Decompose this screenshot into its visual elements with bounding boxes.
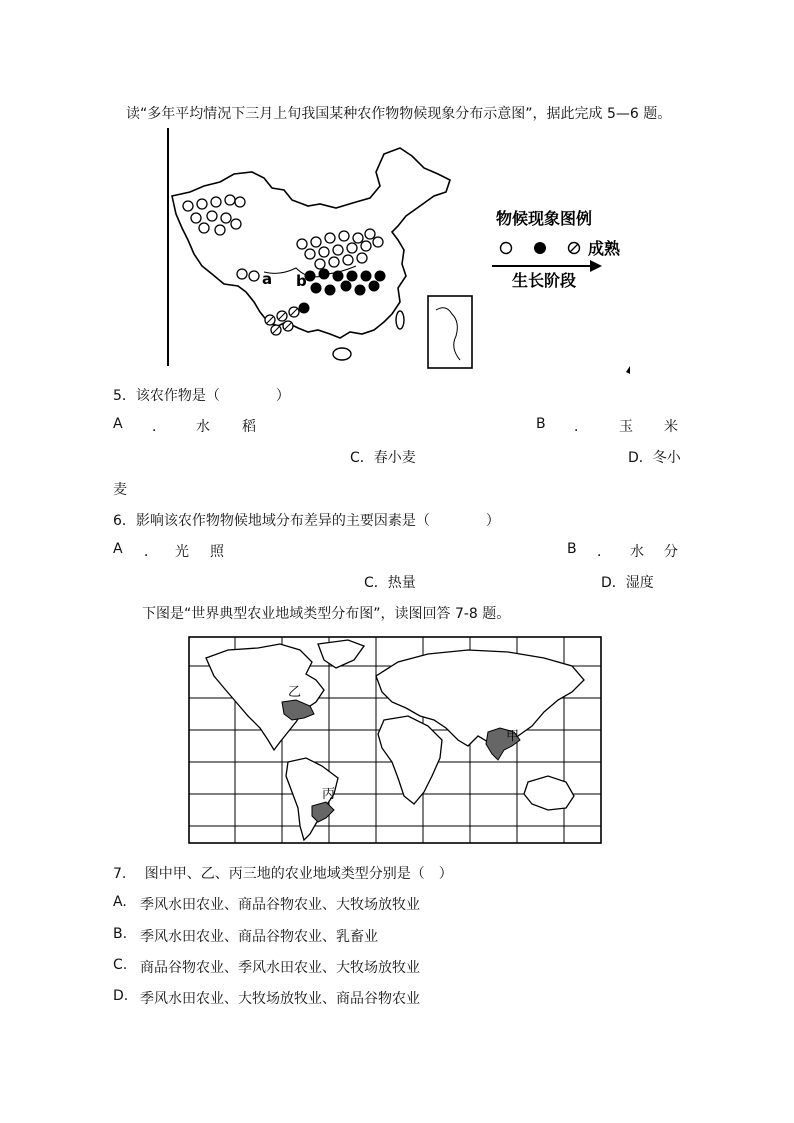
hainan-island — [333, 348, 351, 360]
question-5-option-c: C．春小麦 — [350, 450, 416, 466]
legend-open-circle — [501, 243, 512, 254]
question-5-option-b-char-1: 玉 — [619, 419, 633, 435]
question-7-stem: 7. 图中甲、乙、丙三地的农业地域类型分别是（ ） — [113, 866, 453, 882]
question-7-option-d-text: 季风水田农业、大牧场放牧业、商品谷物农业 — [140, 991, 420, 1007]
intro-text-2: 下图是“世界典型农业地域类型分布图”，读图回答 7-8 题。 — [142, 606, 511, 622]
question-6-option-a-dot: ． — [144, 544, 158, 560]
question-7-option-d-letter: D. — [113, 988, 129, 1004]
question-6-option-b-char-2: 分 — [664, 544, 678, 560]
label-bing: 丙 — [322, 787, 336, 802]
question-6-option-a-char-1: 光 — [175, 544, 189, 560]
question-6-option-c: C．热量 — [364, 575, 416, 591]
question-5-option-d-line2: 麦 — [113, 482, 127, 498]
legend-filled-circle — [534, 242, 546, 254]
question-5-option-b-letter: B — [536, 416, 546, 432]
question-5-stem: 5．该农作物是（ ） — [113, 388, 290, 404]
intro-text-1: 读“多年平均情况下三月上旬我国某种农作物物候现象分布示意图”，据此完成 5—6 题。 — [126, 106, 672, 122]
south-china-sea-inset — [428, 296, 472, 368]
label-yi: 乙 — [288, 685, 302, 700]
world-agriculture-map — [188, 636, 602, 844]
question-6-option-b-dot: ． — [597, 544, 611, 560]
question-6-option-a-letter: A — [113, 541, 123, 557]
map-label-a: a — [262, 270, 273, 288]
question-7-option-b-text: 季风水田农业、商品谷物农业、乳畜业 — [140, 929, 378, 945]
question-5-option-a-char-2: 稻 — [242, 419, 256, 435]
label-jia: 甲 — [506, 729, 520, 744]
taiwan-island — [396, 311, 404, 329]
china-phenology-map — [160, 126, 640, 376]
question-5-option-a-char-1: 水 — [196, 419, 210, 435]
question-7-option-c-letter: C. — [113, 957, 128, 973]
question-7-option-a-text: 季风水田农业、商品谷物农业、大牧场放牧业 — [140, 897, 420, 913]
question-5-option-a-letter: A — [113, 416, 123, 432]
map-label-b: b — [296, 272, 307, 290]
question-5-option-a-dot: ． — [152, 419, 166, 435]
question-6-option-b-char-1: 水 — [630, 544, 644, 560]
question-7-option-c-text: 商品谷物农业、季风水田农业、大牧场放牧业 — [140, 960, 420, 976]
legend-arrow-label: 生长阶段 — [512, 271, 577, 290]
question-6-option-a-char-2: 照 — [210, 544, 224, 560]
question-6-stem: 6．影响该农作物物候地域分布差异的主要因素是（ ） — [113, 513, 500, 529]
question-6-option-b-letter: B — [567, 541, 577, 557]
legend-title: 物候现象图例 — [496, 209, 593, 228]
legend-end-label: 成熟 — [588, 239, 621, 258]
question-5-option-b-char-2: 米 — [664, 419, 678, 435]
question-5-option-b-dot: ． — [574, 419, 588, 435]
corner-mark — [626, 366, 630, 374]
question-6-option-d: D．湿度 — [601, 575, 654, 591]
question-5-option-d-line1: D．冬小 — [628, 450, 681, 466]
question-7-option-a-letter: A. — [113, 894, 127, 910]
question-7-option-b-letter: B. — [113, 926, 128, 942]
